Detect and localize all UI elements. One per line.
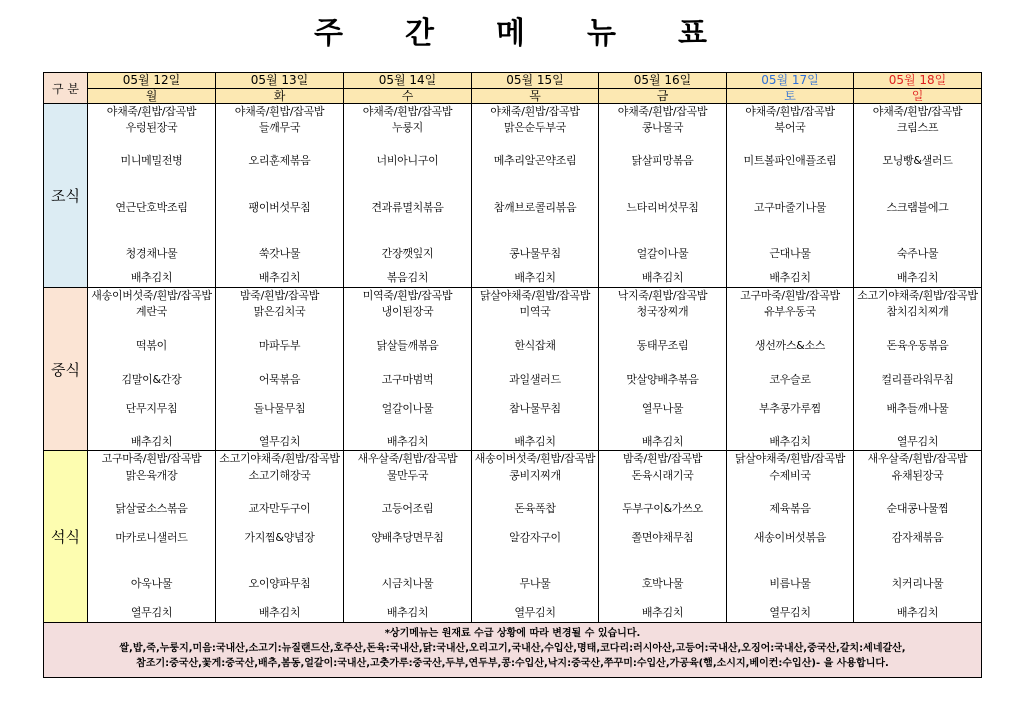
menu-item: 쑥갓나물 (258, 247, 301, 260)
menu-item: 감자채볶음 (891, 531, 944, 544)
date-sat: 05월 17일 (727, 73, 854, 89)
menu-cell (344, 451, 472, 623)
menu-item: 콩비지찌개 (509, 469, 561, 482)
meal-label-breakfast: 조식 (44, 104, 88, 288)
menu-item: 연근단호박조림 (115, 201, 188, 214)
menu-item: 들깨무국 (258, 121, 301, 134)
lunch-row (44, 288, 982, 451)
menu-item: 닭살들깨볶음 (376, 339, 439, 352)
menu-item: 야채죽/흰밥/잡곡밥 (234, 105, 325, 118)
menu-item: 열무김치 (769, 606, 811, 619)
menu-cell (599, 104, 727, 288)
menu-cell (472, 288, 599, 451)
menu-item: 볶음김치 (386, 271, 429, 284)
menu-item: 계란국 (136, 305, 167, 318)
day-wed: 수 (344, 89, 472, 104)
menu-item: 숙주나물 (896, 247, 939, 260)
menu-cell (599, 451, 727, 623)
menu-item: 소고기야채죽/흰밥/잡곡밥 (219, 452, 340, 465)
menu-item: 순대콩나물찜 (886, 502, 949, 515)
menu-item: 비름나물 (769, 577, 811, 590)
date-sun: 05월 18일 (854, 73, 982, 89)
menu-item: 배추김치 (896, 606, 939, 619)
menu-item: 크림스프 (896, 121, 939, 134)
menu-item: 새송이버섯죽/흰밥/잡곡밥 (474, 452, 596, 465)
menu-item: 돈육우동볶음 (886, 339, 949, 352)
page-title (0, 8, 1023, 52)
menu-item: 어묵볶음 (258, 373, 301, 386)
menu-cell (216, 288, 344, 451)
meal-label-lunch: 중식 (44, 288, 88, 451)
menu-item: 미역죽/흰밥/잡곡밥 (362, 289, 453, 302)
menu-cell (727, 288, 854, 451)
menu-item: 생선까스&소스 (754, 339, 826, 352)
menu-item: 컬리플라워무침 (881, 373, 954, 386)
menu-item: 야채죽/흰밥/잡곡밥 (745, 105, 835, 118)
menu-item: 소고기해장국 (248, 469, 311, 482)
menu-item: 열무김치 (896, 435, 939, 448)
menu-item: 마파두부 (258, 339, 301, 352)
menu-item: 단무지무침 (125, 402, 178, 415)
menu-item: 새우살죽/흰밥/잡곡밥 (867, 452, 968, 465)
date-thu: 05월 15일 (472, 73, 599, 89)
menu-cell (88, 451, 216, 623)
menu-item: 물만두국 (386, 469, 429, 482)
menu-item: 콩나물무침 (509, 247, 561, 260)
menu-item: 두부구이&가쓰오 (622, 502, 703, 515)
menu-item: 배추김치 (130, 271, 173, 284)
note-line: 참조기:중국산,꽃게:중국산,배추,봄동,얼갈이:국내산,고춧가루:중국산,두부,연두부,콩:수입산,낙지:중국산,쭈꾸미:수입산,가공육(햄,소시지,베이컨:수입산)- 을 사용합니다. (136, 658, 889, 669)
date-tue: 05월 13일 (216, 73, 344, 89)
menu-item: 배추김치 (769, 271, 811, 284)
menu-item: 오리훈제볶음 (248, 154, 311, 167)
menu-item: 열무김치 (514, 606, 556, 619)
menu-item: 배추김치 (641, 271, 684, 284)
menu-item: 간장깻잎지 (381, 247, 434, 260)
menu-cell (344, 104, 472, 288)
menu-item: 아욱나물 (130, 577, 173, 590)
menu-item: 너비아니구이 (376, 154, 439, 167)
menu-cell (88, 288, 216, 451)
menu-item: 돈육폭찹 (514, 502, 556, 515)
menu-item: 배추김치 (514, 271, 556, 284)
menu-item: 돌나물무침 (253, 402, 306, 415)
menu-item: 참나물무침 (509, 402, 561, 415)
menu-item: 배추김치 (769, 435, 811, 448)
menu-item: 과일샐러드 (509, 373, 561, 386)
menu-item: 모닝빵&샐러드 (882, 154, 953, 167)
menu-item: 배추김치 (896, 271, 939, 284)
title-char: 메 (496, 16, 527, 51)
menu-item: 열무김치 (258, 435, 301, 448)
day-sat: 토 (727, 89, 854, 104)
menu-item: 유채된장국 (891, 469, 944, 482)
menu-item: 코우슬로 (769, 373, 811, 386)
menu-item: 배추김치 (386, 606, 429, 619)
menu-item: 열무김치 (130, 606, 173, 619)
date-wed: 05월 14일 (344, 73, 472, 89)
menu-item: 미역국 (519, 305, 551, 318)
menu-item: 열무나물 (641, 402, 684, 415)
menu-item: 북어국 (774, 121, 806, 134)
menu-item: 근대나물 (769, 247, 811, 260)
menu-item: 호박나물 (641, 577, 684, 590)
day-fri: 금 (599, 89, 727, 104)
menu-item: 얼갈이나물 (381, 402, 434, 415)
note-line: *상기메뉴는 원재료 수급 상황에 따라 변경될 수 있습니다. (384, 628, 641, 639)
menu-item: 누룽지 (392, 121, 423, 134)
menu-item: 새송이버섯볶음 (753, 531, 827, 544)
menu-item: 야채죽/흰밥/잡곡밥 (106, 105, 197, 118)
day-tue: 화 (216, 89, 344, 104)
menu-item: 돈육시래기국 (631, 469, 694, 482)
title-char: 표 (677, 16, 709, 51)
menu-cell (88, 104, 216, 288)
menu-item: 떡볶이 (136, 339, 167, 352)
menu-item: 밤죽/흰밥/잡곡밥 (622, 452, 703, 465)
menu-item: 수제비국 (769, 469, 811, 482)
menu-item: 김말이&간장 (121, 373, 182, 386)
menu-item: 얼갈이나물 (636, 247, 689, 260)
menu-item: 닭살피망볶음 (631, 154, 694, 167)
menu-item: 무나물 (519, 577, 551, 590)
menu-cell (727, 451, 854, 623)
day-mon: 월 (88, 89, 216, 104)
menu-cell (216, 451, 344, 623)
menu-item: 제육볶음 (769, 502, 811, 515)
menu-item: 팽이버섯무침 (248, 201, 311, 214)
menu-item: 야채죽/흰밥/잡곡밥 (490, 105, 580, 118)
menu-item: 오이양파무침 (248, 577, 311, 590)
menu-item: 맑은순두부국 (504, 121, 566, 134)
menu-item: 배추김치 (386, 435, 429, 448)
menu-cell (472, 451, 599, 623)
menu-item: 배추김치 (514, 435, 556, 448)
day-thu: 목 (472, 89, 599, 104)
title-char: 뉴 (586, 16, 618, 51)
menu-item: 느타리버섯무침 (626, 201, 699, 214)
menu-cell (854, 104, 982, 288)
menu-item: 양배추당면무침 (371, 531, 444, 544)
dinner-row (44, 451, 982, 623)
menu-item: 새우살죽/흰밥/잡곡밥 (357, 452, 458, 465)
menu-item: 맑은김치국 (253, 305, 306, 318)
menu-cell (854, 288, 982, 451)
menu-item: 새송이버섯죽/흰밥/잡곡밥 (91, 289, 212, 302)
menu-item: 배추김치 (641, 606, 684, 619)
menu-item: 콩나물국 (641, 121, 684, 134)
menu-item: 고구마범벅 (381, 373, 434, 386)
menu-item: 한식잡채 (514, 339, 556, 352)
menu-item: 배추김치 (641, 435, 684, 448)
menu-item: 교자만두구이 (248, 502, 311, 515)
menu-cell (854, 451, 982, 623)
meal-label-dinner: 석식 (44, 451, 88, 623)
menu-item: 낙지죽/흰밥/잡곡밥 (617, 289, 708, 302)
menu-item: 맛살양배추볶음 (626, 373, 699, 386)
menu-item: 미트볼파인애플조림 (743, 154, 837, 167)
menu-item: 청경채나물 (125, 247, 178, 260)
breakfast-row (44, 104, 982, 288)
menu-item: 참깨브로콜리볶음 (493, 201, 577, 214)
menu-item: 치커리나물 (891, 577, 944, 590)
menu-item: 밤죽/흰밥/잡곡밥 (239, 289, 320, 302)
title-char: 간 (405, 16, 436, 51)
menu-item: 맑은육개장 (125, 469, 178, 482)
menu-item: 동태무조림 (636, 339, 689, 352)
date-mon: 05월 12일 (88, 73, 216, 89)
title-char: 주 (314, 16, 346, 51)
menu-item: 배추김치 (258, 271, 301, 284)
menu-item: 야채죽/흰밥/잡곡밥 (617, 105, 708, 118)
note-line: 쌀,밥,죽,누룽지,미음:국내산,소고기:뉴질랜드산,호주산,돈육:국내산,닭:국내산,오리고기,국내산,수입산,명태,코다리:러시아산,고등어:국내산,오징어:국내산,중국산,갈치:세네갈산, (119, 643, 906, 654)
menu-item: 참치김치찌개 (886, 305, 949, 318)
menu-item: 고구마줄기나물 (753, 201, 827, 214)
menu-item: 스크램블에그 (886, 201, 949, 214)
menu-item: 가지찜&양념장 (244, 531, 315, 544)
menu-cell (216, 104, 344, 288)
menu-item: 고구마죽/흰밥/잡곡밥 (101, 452, 202, 465)
day-sun: 일 (854, 89, 982, 104)
menu-item: 알감자구이 (509, 531, 561, 544)
menu-item: 냉이된장국 (381, 305, 434, 318)
header-label: 구 분 (44, 73, 88, 104)
menu-item: 닭살야채죽/흰밥/잡곡밥 (734, 452, 846, 465)
menu-item: 배추김치 (258, 606, 301, 619)
menu-item: 고구마죽/흰밥/잡곡밥 (740, 289, 840, 302)
menu-item: 야채죽/흰밥/잡곡밥 (362, 105, 453, 118)
menu-cell (472, 104, 599, 288)
menu-cell (599, 288, 727, 451)
weekly-menu-table (43, 72, 982, 678)
notes-row (44, 623, 982, 678)
menu-item: 우렁된장국 (125, 121, 178, 134)
menu-item: 닭살굴소스볶음 (115, 502, 188, 515)
menu-item: 유부우동국 (764, 305, 816, 318)
menu-item: 배추들깨나물 (886, 402, 949, 415)
menu-cell (727, 104, 854, 288)
menu-item: 야채죽/흰밥/잡곡밥 (872, 105, 963, 118)
menu-item: 마카로니샐러드 (115, 531, 188, 544)
menu-cell (344, 288, 472, 451)
menu-item: 시금치나물 (381, 577, 434, 590)
menu-item: 닭살야채죽/흰밥/잡곡밥 (479, 289, 591, 302)
menu-item: 부추콩가루찜 (759, 402, 821, 415)
menu-item: 미니메밀전병 (120, 154, 183, 167)
notes-cell (44, 623, 982, 678)
menu-item: 고등어조림 (381, 502, 434, 515)
date-fri: 05월 16일 (599, 73, 727, 89)
menu-item: 메추리알곤약조림 (493, 154, 577, 167)
menu-item: 배추김치 (130, 435, 173, 448)
menu-item: 소고기야채죽/흰밥/잡곡밥 (857, 289, 978, 302)
menu-item: 쫄면야채무침 (631, 531, 694, 544)
menu-item: 견과류멸치볶음 (371, 201, 444, 214)
menu-item: 청국장찌개 (636, 305, 689, 318)
